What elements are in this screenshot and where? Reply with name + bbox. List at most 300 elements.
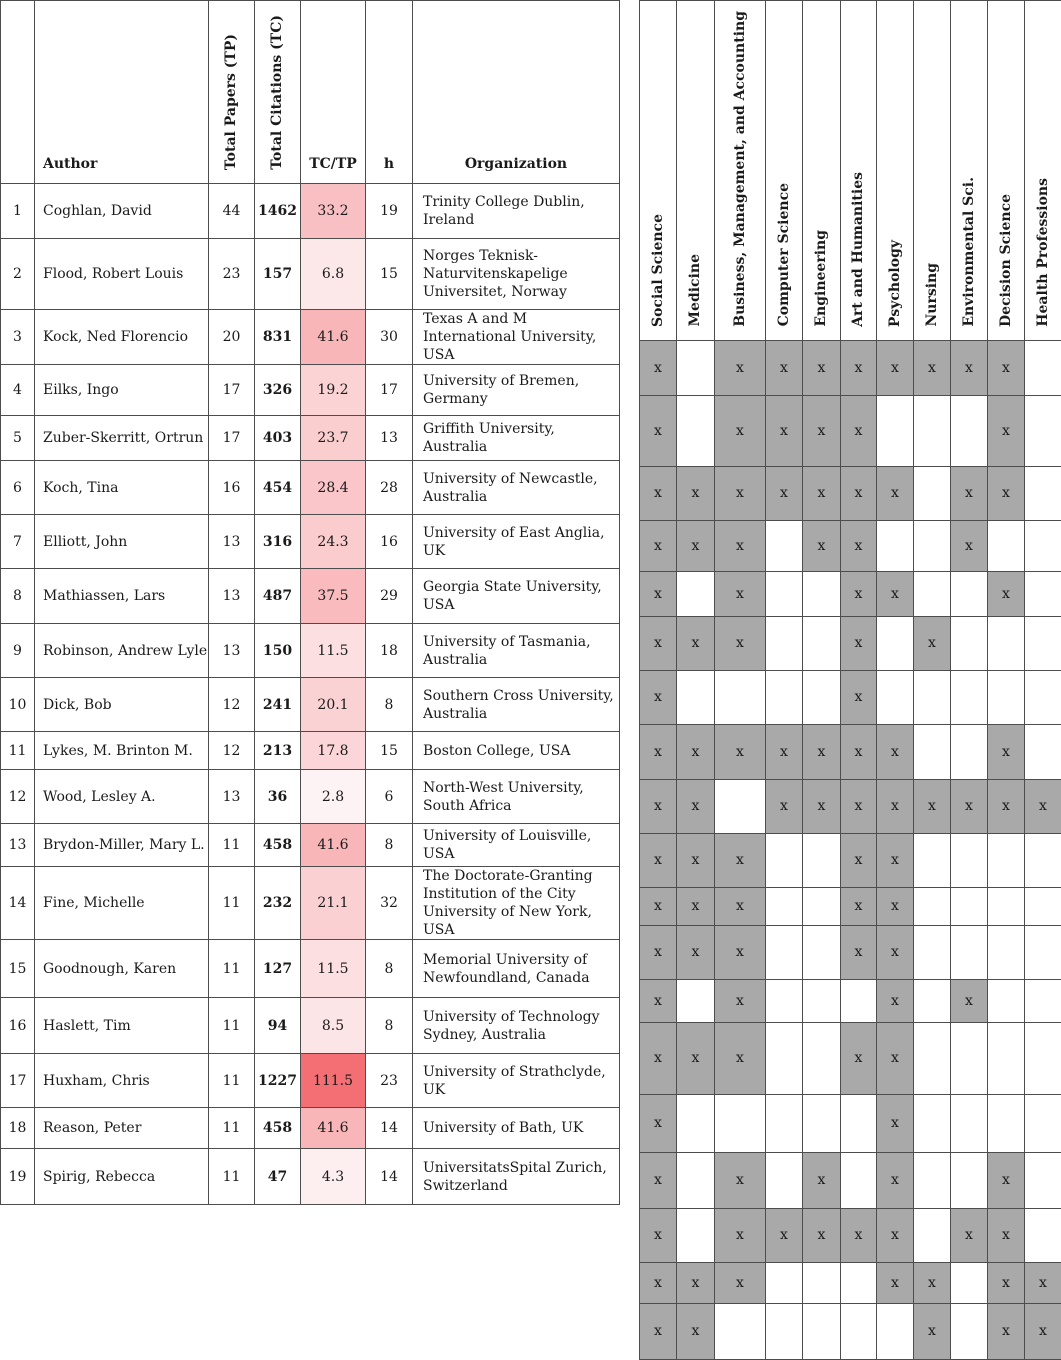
subject-empty — [766, 571, 803, 616]
subject-empty — [877, 1303, 914, 1359]
h-index: 8 — [366, 940, 413, 998]
total-citations: 458 — [255, 824, 301, 867]
h-index: 30 — [366, 310, 413, 365]
subject-mark: x — [877, 466, 914, 520]
subject-empty — [914, 979, 951, 1022]
table-row — [1, 998, 620, 1054]
subject-mark: x — [877, 779, 914, 833]
subject-mark: x — [988, 571, 1025, 616]
header-total-citations-label: Total Citations (TC) — [269, 5, 286, 178]
subject-mark: x — [877, 571, 914, 616]
subject-mark: x — [640, 340, 677, 395]
header-subject — [766, 1, 803, 341]
subject-mark: x — [677, 616, 715, 670]
h-index: 6 — [366, 770, 413, 824]
h-index: 15 — [366, 239, 413, 310]
subject-row — [640, 1303, 1061, 1359]
subject-empty — [914, 520, 951, 571]
subject-empty — [1025, 1022, 1061, 1094]
subject-mark: x — [715, 887, 766, 925]
row-index: 3 — [1, 310, 35, 365]
total-citations: 213 — [255, 732, 301, 770]
total-citations: 150 — [255, 624, 301, 678]
table-row — [1, 940, 620, 998]
subject-mark: x — [803, 724, 841, 779]
table-row — [1, 678, 620, 732]
author-name: Robinson, Andrew Lyle — [35, 624, 209, 678]
subject-mark: x — [877, 833, 914, 887]
subject-empty — [715, 1094, 766, 1152]
header-total-citations — [255, 1, 301, 184]
subject-empty — [988, 833, 1025, 887]
total-papers: 23 — [209, 239, 255, 310]
author-name: Fine, Michelle — [35, 867, 209, 940]
author-name: Koch, Tina — [35, 461, 209, 515]
subject-mark: x — [640, 1152, 677, 1208]
subject-mark: x — [640, 520, 677, 571]
subject-empty — [951, 1094, 988, 1152]
total-papers: 11 — [209, 940, 255, 998]
header-subject-label: Computer Science — [776, 173, 793, 334]
total-papers: 13 — [209, 569, 255, 624]
tc-per-tp: 33.2 — [301, 184, 366, 239]
total-citations: 1227 — [255, 1054, 301, 1108]
subject-empty — [914, 670, 951, 724]
subject-empty — [766, 925, 803, 979]
author-name: Zuber-Skerritt, Ortrun — [35, 416, 209, 461]
subject-mark: x — [677, 520, 715, 571]
subject-empty — [877, 670, 914, 724]
organization: University of Louisville, USA — [413, 824, 620, 867]
subject-empty — [914, 833, 951, 887]
header-subject — [841, 1, 877, 341]
organization: University of Newcastle, Australia — [413, 461, 620, 515]
subject-mark: x — [715, 724, 766, 779]
subject-mark: x — [677, 1262, 715, 1303]
total-papers: 16 — [209, 461, 255, 515]
header-subject — [640, 1, 677, 341]
h-index: 15 — [366, 732, 413, 770]
subject-empty — [803, 1022, 841, 1094]
subject-empty — [1025, 616, 1061, 670]
subject-mark: x — [766, 1208, 803, 1262]
tc-per-tp: 2.8 — [301, 770, 366, 824]
row-index: 5 — [1, 416, 35, 461]
subject-mark: x — [640, 925, 677, 979]
tc-per-tp: 17.8 — [301, 732, 366, 770]
subject-empty — [951, 1022, 988, 1094]
subject-empty — [677, 1094, 715, 1152]
subject-mark: x — [841, 616, 877, 670]
table-row — [1, 184, 620, 239]
total-papers: 11 — [209, 1149, 255, 1205]
organization: Norges Teknisk-Naturvitenskapelige Universitet, Norway — [413, 239, 620, 310]
table-row — [1, 239, 620, 310]
row-index: 9 — [1, 624, 35, 678]
subject-empty — [1025, 1094, 1061, 1152]
subject-empty — [803, 1262, 841, 1303]
subject-empty — [951, 833, 988, 887]
row-index: 7 — [1, 515, 35, 569]
subject-empty — [803, 616, 841, 670]
tc-per-tp: 41.6 — [301, 1108, 366, 1149]
subject-mark: x — [803, 779, 841, 833]
subject-empty — [1025, 724, 1061, 779]
total-papers: 20 — [209, 310, 255, 365]
subject-mark: x — [640, 1208, 677, 1262]
table-row — [1, 1108, 620, 1149]
subject-mark: x — [914, 1303, 951, 1359]
row-index: 4 — [1, 365, 35, 416]
subject-mark: x — [803, 466, 841, 520]
h-index: 14 — [366, 1149, 413, 1205]
table-row — [1, 770, 620, 824]
author-name: Eilks, Ingo — [35, 365, 209, 416]
subject-row — [640, 1022, 1061, 1094]
subject-empty — [803, 925, 841, 979]
h-index: 14 — [366, 1108, 413, 1149]
subject-mark: x — [914, 616, 951, 670]
total-citations: 241 — [255, 678, 301, 732]
author-name: Flood, Robert Louis — [35, 239, 209, 310]
header-subject — [877, 1, 914, 341]
header-subject-label: Social Science — [650, 204, 667, 335]
subject-mark: x — [715, 340, 766, 395]
header-subject-label: Environmental Sci. — [961, 167, 978, 335]
subject-header-row — [640, 1, 1061, 341]
organization: Boston College, USA — [413, 732, 620, 770]
subject-empty — [914, 1094, 951, 1152]
author-name: Dick, Bob — [35, 678, 209, 732]
total-papers: 17 — [209, 416, 255, 461]
total-citations: 1462 — [255, 184, 301, 239]
subject-mark: x — [841, 887, 877, 925]
subject-empty — [766, 1094, 803, 1152]
h-index: 18 — [366, 624, 413, 678]
header-total-papers — [209, 1, 255, 184]
organization: Trinity College Dublin, Ireland — [413, 184, 620, 239]
table-row — [1, 515, 620, 569]
subject-mark: x — [640, 395, 677, 466]
tc-per-tp: 6.8 — [301, 239, 366, 310]
table-row — [1, 310, 620, 365]
total-papers: 11 — [209, 867, 255, 940]
subject-empty — [914, 466, 951, 520]
subject-mark: x — [640, 571, 677, 616]
header-subject-label: Medicine — [687, 244, 704, 334]
subject-mark: x — [766, 395, 803, 466]
table-row — [1, 569, 620, 624]
subject-empty — [951, 571, 988, 616]
subject-empty — [715, 670, 766, 724]
h-index: 32 — [366, 867, 413, 940]
subject-row — [640, 925, 1061, 979]
subject-mark: x — [803, 1208, 841, 1262]
subject-mark: x — [715, 616, 766, 670]
total-papers: 12 — [209, 678, 255, 732]
author-name: Reason, Peter — [35, 1108, 209, 1149]
h-index: 8 — [366, 678, 413, 732]
subject-mark: x — [877, 340, 914, 395]
subject-mark: x — [715, 1022, 766, 1094]
subject-mark: x — [640, 1094, 677, 1152]
total-papers: 44 — [209, 184, 255, 239]
subject-empty — [1025, 979, 1061, 1022]
subject-mark: x — [988, 340, 1025, 395]
subject-mark: x — [640, 1262, 677, 1303]
tc-per-tp: 11.5 — [301, 940, 366, 998]
row-index: 17 — [1, 1054, 35, 1108]
subject-empty — [951, 925, 988, 979]
row-index: 8 — [1, 569, 35, 624]
tc-per-tp: 111.5 — [301, 1054, 366, 1108]
subject-mark: x — [1025, 779, 1061, 833]
total-citations: 458 — [255, 1108, 301, 1149]
subject-empty — [803, 1094, 841, 1152]
subject-mark: x — [640, 724, 677, 779]
subject-empty — [914, 1208, 951, 1262]
subject-row — [640, 616, 1061, 670]
row-index: 14 — [1, 867, 35, 940]
tc-per-tp: 23.7 — [301, 416, 366, 461]
subject-empty — [677, 571, 715, 616]
subject-empty — [988, 979, 1025, 1022]
subject-mark: x — [715, 466, 766, 520]
subject-row — [640, 571, 1061, 616]
header-subject — [914, 1, 951, 341]
subject-mark: x — [640, 1022, 677, 1094]
organization: University of Tasmania, Australia — [413, 624, 620, 678]
subject-mark: x — [951, 520, 988, 571]
subject-mark: x — [988, 1262, 1025, 1303]
subject-row — [640, 1094, 1061, 1152]
subject-mark: x — [766, 724, 803, 779]
subject-empty — [988, 1022, 1025, 1094]
author-name: Lykes, M. Brinton M. — [35, 732, 209, 770]
author-name: Haslett, Tim — [35, 998, 209, 1054]
subject-mark: x — [841, 1022, 877, 1094]
h-index: 28 — [366, 461, 413, 515]
organization: University of Bremen, Germany — [413, 365, 620, 416]
tc-per-tp: 37.5 — [301, 569, 366, 624]
subject-mark: x — [988, 395, 1025, 466]
tc-per-tp: 41.6 — [301, 824, 366, 867]
subject-mark: x — [640, 887, 677, 925]
subject-empty — [1025, 340, 1061, 395]
subject-empty — [1025, 571, 1061, 616]
organization: University of Strathclyde, UK — [413, 1054, 620, 1108]
subject-mark: x — [841, 1208, 877, 1262]
subject-row — [640, 887, 1061, 925]
author-name: Brydon-Miller, Mary L. — [35, 824, 209, 867]
author-name: Wood, Lesley A. — [35, 770, 209, 824]
row-index: 10 — [1, 678, 35, 732]
subject-row — [640, 395, 1061, 466]
subject-empty — [1025, 887, 1061, 925]
subject-mark: x — [640, 833, 677, 887]
subject-empty — [914, 925, 951, 979]
author-name: Mathiassen, Lars — [35, 569, 209, 624]
subject-empty — [803, 1303, 841, 1359]
subject-mark: x — [803, 520, 841, 571]
subject-mark: x — [677, 724, 715, 779]
subject-empty — [766, 670, 803, 724]
subject-mark: x — [877, 1152, 914, 1208]
tc-per-tp: 11.5 — [301, 624, 366, 678]
subject-empty — [715, 779, 766, 833]
h-index: 29 — [366, 569, 413, 624]
subject-mark: x — [677, 1022, 715, 1094]
subject-mark: x — [951, 1208, 988, 1262]
subject-mark: x — [877, 979, 914, 1022]
subject-row — [640, 340, 1061, 395]
header-subject-label: Decision Science — [998, 184, 1015, 335]
subject-empty — [803, 833, 841, 887]
row-index: 16 — [1, 998, 35, 1054]
author-name: Kock, Ned Florencio — [35, 310, 209, 365]
row-index: 2 — [1, 239, 35, 310]
total-papers: 11 — [209, 1108, 255, 1149]
organization: Southern Cross University, Australia — [413, 678, 620, 732]
subject-mark: x — [640, 779, 677, 833]
subject-empty — [951, 616, 988, 670]
subject-mark: x — [914, 340, 951, 395]
total-papers: 17 — [209, 365, 255, 416]
subject-mark: x — [877, 925, 914, 979]
subject-mark: x — [877, 1208, 914, 1262]
subject-mark: x — [951, 340, 988, 395]
subject-row — [640, 724, 1061, 779]
subject-mark: x — [951, 466, 988, 520]
subject-mark: x — [715, 571, 766, 616]
subject-mark: x — [877, 1022, 914, 1094]
total-papers: 12 — [209, 732, 255, 770]
subject-empty — [1025, 925, 1061, 979]
subject-mark: x — [841, 670, 877, 724]
subject-mark: x — [803, 1152, 841, 1208]
author-name: Elliott, John — [35, 515, 209, 569]
total-citations: 157 — [255, 239, 301, 310]
subject-mark: x — [988, 779, 1025, 833]
table-row — [1, 1054, 620, 1108]
subject-empty — [841, 1303, 877, 1359]
subject-empty — [951, 395, 988, 466]
subject-empty — [1025, 833, 1061, 887]
header-subject — [1025, 1, 1061, 341]
subject-row — [640, 779, 1061, 833]
header-index — [1, 1, 35, 184]
header-row — [1, 1, 620, 184]
subject-mark: x — [677, 925, 715, 979]
subject-mark: x — [640, 979, 677, 1022]
subject-mark: x — [715, 833, 766, 887]
subject-empty — [877, 395, 914, 466]
subject-empty — [1025, 395, 1061, 466]
organization: North-West University, South Africa — [413, 770, 620, 824]
author-rows — [1, 184, 620, 1205]
subject-row — [640, 670, 1061, 724]
subject-empty — [841, 1094, 877, 1152]
total-citations: 487 — [255, 569, 301, 624]
total-citations: 454 — [255, 461, 301, 515]
subject-mark: x — [914, 1262, 951, 1303]
subject-row — [640, 520, 1061, 571]
subject-mark: x — [1025, 1303, 1061, 1359]
subject-mark: x — [988, 466, 1025, 520]
subject-empty — [803, 670, 841, 724]
subject-area-table — [639, 0, 1061, 1360]
subject-mark: x — [841, 571, 877, 616]
organization: Memorial University of Newfoundland, Canada — [413, 940, 620, 998]
h-index: 19 — [366, 184, 413, 239]
subject-empty — [677, 979, 715, 1022]
subject-mark: x — [988, 1303, 1025, 1359]
header-subject-label: Business, Management, and Accounting — [732, 1, 749, 335]
subject-mark: x — [715, 1152, 766, 1208]
header-subject — [988, 1, 1025, 341]
subject-mark: x — [914, 779, 951, 833]
tc-per-tp: 19.2 — [301, 365, 366, 416]
total-citations: 47 — [255, 1149, 301, 1205]
subject-mark: x — [988, 1152, 1025, 1208]
subject-mark: x — [677, 466, 715, 520]
tc-per-tp: 8.5 — [301, 998, 366, 1054]
subject-empty — [803, 979, 841, 1022]
total-citations: 94 — [255, 998, 301, 1054]
subject-empty — [914, 571, 951, 616]
tc-per-tp: 20.1 — [301, 678, 366, 732]
subject-mark: x — [877, 1262, 914, 1303]
total-citations: 403 — [255, 416, 301, 461]
subject-mark: x — [841, 466, 877, 520]
subject-empty — [803, 887, 841, 925]
h-index: 17 — [366, 365, 413, 416]
subject-mark: x — [766, 779, 803, 833]
subject-mark: x — [640, 670, 677, 724]
tc-per-tp: 41.6 — [301, 310, 366, 365]
table-row — [1, 732, 620, 770]
table-row — [1, 624, 620, 678]
table-row — [1, 461, 620, 515]
header-subject — [677, 1, 715, 341]
subject-mark: x — [803, 395, 841, 466]
subject-empty — [677, 395, 715, 466]
subject-empty — [841, 979, 877, 1022]
subject-empty — [877, 616, 914, 670]
total-citations: 831 — [255, 310, 301, 365]
subject-mark: x — [841, 395, 877, 466]
table-row — [1, 365, 620, 416]
tc-per-tp: 24.3 — [301, 515, 366, 569]
subject-mark: x — [988, 724, 1025, 779]
subject-mark: x — [841, 520, 877, 571]
total-citations: 36 — [255, 770, 301, 824]
total-papers: 13 — [209, 770, 255, 824]
h-index: 16 — [366, 515, 413, 569]
organization: University of East Anglia, UK — [413, 515, 620, 569]
subject-mark: x — [715, 979, 766, 1022]
subject-mark: x — [677, 779, 715, 833]
subject-empty — [766, 616, 803, 670]
subject-mark: x — [988, 1208, 1025, 1262]
subject-mark: x — [877, 1094, 914, 1152]
subject-mark: x — [841, 833, 877, 887]
header-subject-label: Health Professions — [1035, 168, 1052, 335]
author-name: Spirig, Rebecca — [35, 1149, 209, 1205]
row-index: 1 — [1, 184, 35, 239]
h-index: 8 — [366, 998, 413, 1054]
total-papers: 11 — [209, 824, 255, 867]
